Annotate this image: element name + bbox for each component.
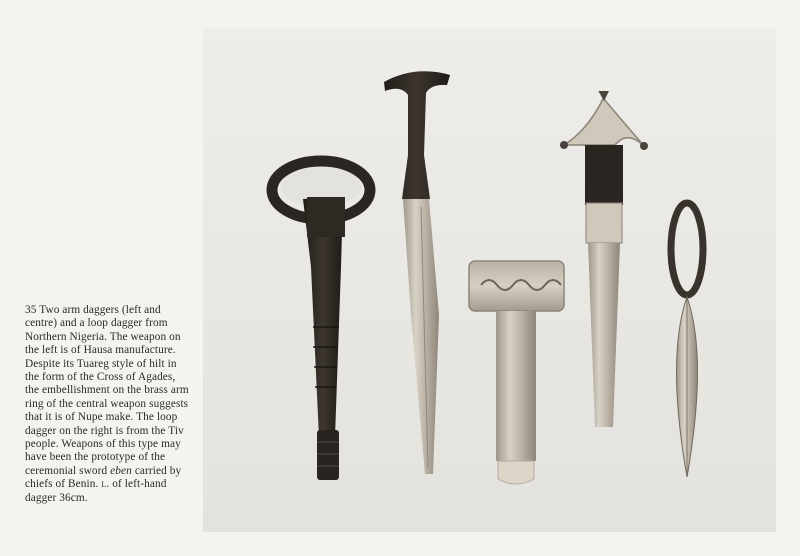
figure-number: 35: [25, 304, 37, 316]
caption-text-cont: carried by chiefs of Benin.: [25, 464, 182, 491]
length-measure: of left-hand dagger 36cm.: [25, 478, 167, 504]
caption-text: Two arm daggers (left and centre) and a loop dagger from Northern Nigeria. The weapon on the left is of Hausa manufacture. Despite its Tuareg style of hilt in the form of the Cross of Agades, the embellishment on the brass arm ring of the central weapon suggests that it is of Nupe make. The loop dagger on the right is from the Tiv people. Weapons of this type may have been the prototype of the ceremonial sword: [25, 304, 189, 477]
length-abbrev: l.: [101, 478, 110, 491]
figure-caption: [25, 304, 190, 505]
caption-term-eben: eben: [110, 464, 132, 477]
dagger-photograph: [203, 27, 776, 532]
